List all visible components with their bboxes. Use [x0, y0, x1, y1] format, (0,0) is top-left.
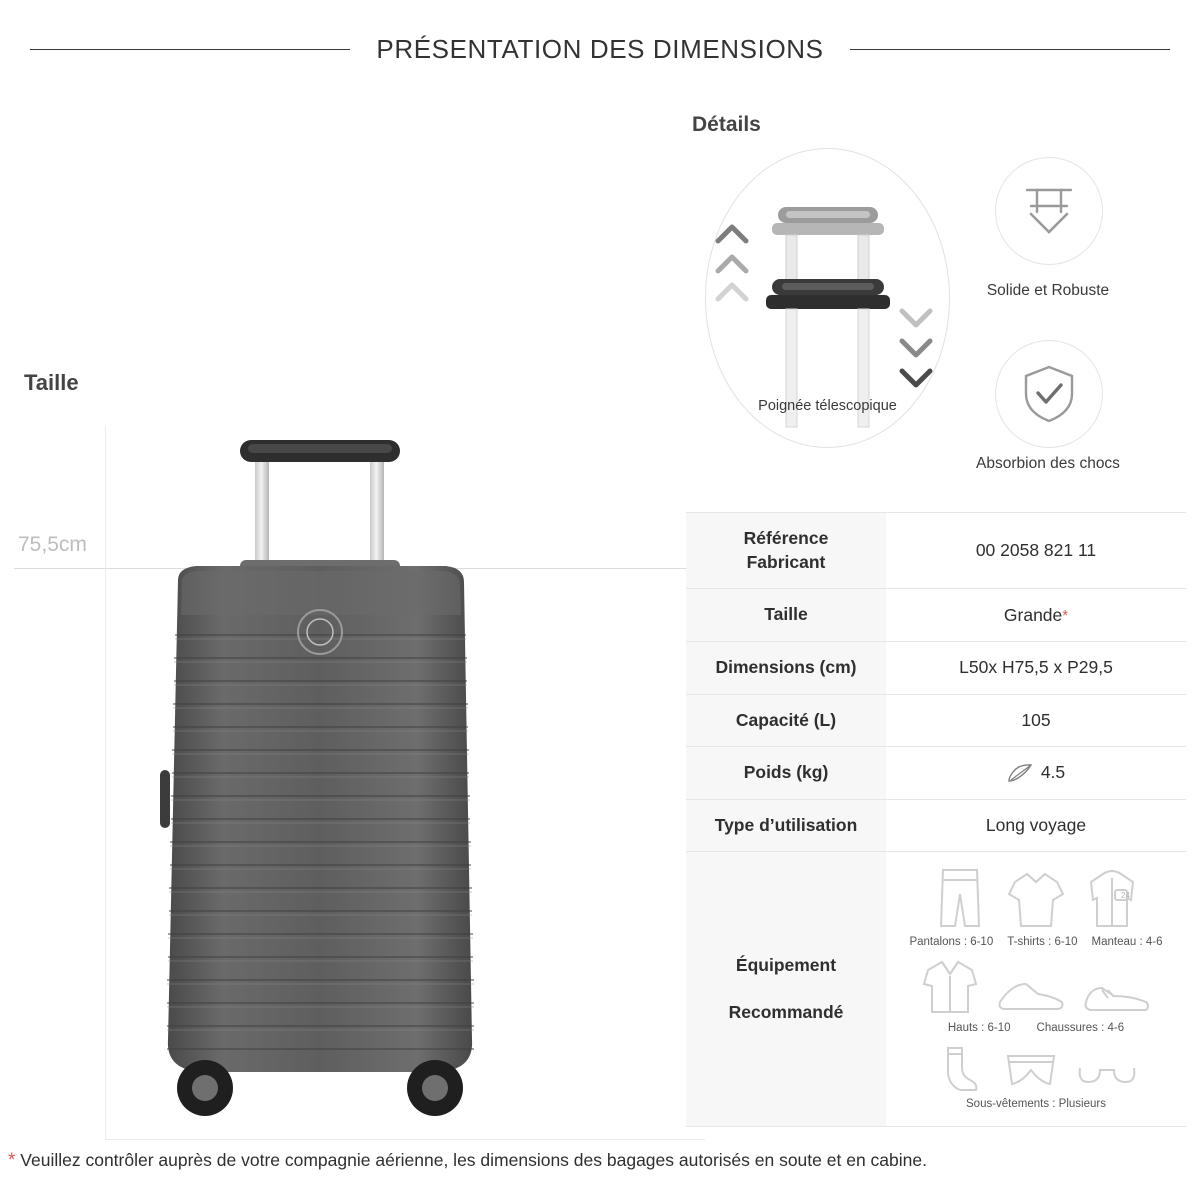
row-key-equipment	[686, 852, 886, 1126]
row-key-weight: Poids (kg)	[686, 747, 886, 799]
footnote	[8, 1150, 1198, 1172]
measure-guide-bottom	[105, 1139, 705, 1140]
row-key-reference-line1: Référence	[743, 528, 829, 548]
row-key-reference	[686, 513, 886, 588]
table-row-equipment	[686, 851, 1186, 1127]
row-value-equipment	[886, 852, 1186, 1126]
table-row	[686, 694, 1186, 747]
footnote-text: Veuillez contrôler auprès de votre compagnie aérienne, les dimensions des bagages autorisés en soute et en cabine.	[20, 1150, 927, 1170]
header-rule-right	[850, 49, 1170, 50]
equipment-caption-shoes: Chaussures : 4-6	[1036, 1022, 1125, 1035]
row-key-size: Taille	[686, 589, 886, 641]
sturdy-icon	[995, 157, 1103, 265]
row-value-size-text: Grande	[1003, 604, 1063, 625]
table-row	[686, 746, 1186, 799]
size-asterisk: *	[1062, 606, 1069, 624]
coat-icon	[1081, 866, 1143, 932]
shield-check-icon	[995, 340, 1103, 448]
row-value-size	[886, 589, 1186, 641]
suitcase-image	[120, 440, 520, 1130]
specifications-table	[686, 512, 1186, 1127]
row-value-usage: Long voyage	[985, 815, 1087, 836]
row-value-dimensions: L50x H75,5 x P29,5	[959, 657, 1113, 678]
row-key-equipment-line1: Équipement	[735, 954, 837, 975]
equipment-caption-pants: Pantalons : 6-10	[909, 936, 994, 949]
equipment-group-1	[929, 864, 1143, 932]
shirt-icon	[918, 956, 982, 1018]
row-key-usage: Type d’utilisation	[686, 800, 886, 852]
header-rule-left	[30, 49, 350, 50]
equipment-caption-tops: Hauts : 6-10	[947, 1022, 1011, 1035]
equipment-captions-3	[966, 1098, 1106, 1110]
equipment-captions-2	[948, 1022, 1124, 1034]
equipment-caption-coat: Manteau : 4-6	[1091, 936, 1163, 949]
table-row	[686, 799, 1186, 852]
pants-icon	[929, 864, 991, 932]
row-value-weight-text: 4.5	[1040, 762, 1066, 783]
page-title: PRÉSENTATION DES DIMENSIONS	[376, 34, 824, 64]
equipment-caption-underwear: Sous-vêtements : Plusieurs	[966, 1098, 1106, 1111]
shock-absorption-caption: Absorbion des chocs	[976, 455, 1120, 472]
table-row	[686, 588, 1186, 641]
glasses-icon	[1074, 1058, 1140, 1094]
svg-text:24: 24	[1121, 891, 1130, 901]
row-value-capacity: 105	[1021, 709, 1051, 730]
row-key-reference-line2: Fabricant	[746, 551, 826, 572]
row-key-dimensions: Dimensions (cm)	[686, 642, 886, 694]
table-row	[686, 641, 1186, 694]
row-value-weight	[886, 747, 1186, 799]
measure-guide-vertical	[105, 425, 106, 1140]
dress-shoe-icon	[994, 976, 1068, 1018]
footnote-asterisk: *	[8, 1150, 16, 1171]
equipment-captions-1	[909, 936, 1162, 948]
equipment-caption-tshirts: T-shirts : 6-10	[1007, 936, 1078, 949]
table-row	[686, 512, 1186, 588]
height-measure-value: 75,5cm	[18, 533, 87, 556]
size-section-label: Taille	[24, 370, 79, 395]
page-header	[0, 34, 1200, 65]
equipment-group-2	[918, 956, 1154, 1018]
tshirt-icon	[1003, 868, 1069, 932]
sturdy-caption: Solide et Robuste	[986, 282, 1110, 299]
details-label: Détails	[692, 113, 761, 136]
feather-icon	[1007, 763, 1033, 783]
underwear-icon	[1000, 1048, 1062, 1094]
telescopic-handle-caption: Poignée télescopique	[758, 398, 897, 414]
equipment-group-3	[932, 1042, 1140, 1094]
row-key-equipment-line2: Recommandé	[728, 1002, 844, 1023]
row-key-capacity: Capacité (L)	[686, 695, 886, 747]
socks-icon	[932, 1042, 988, 1094]
sneaker-icon	[1080, 978, 1154, 1018]
row-value-reference: 00 2058 821 11	[975, 540, 1097, 561]
